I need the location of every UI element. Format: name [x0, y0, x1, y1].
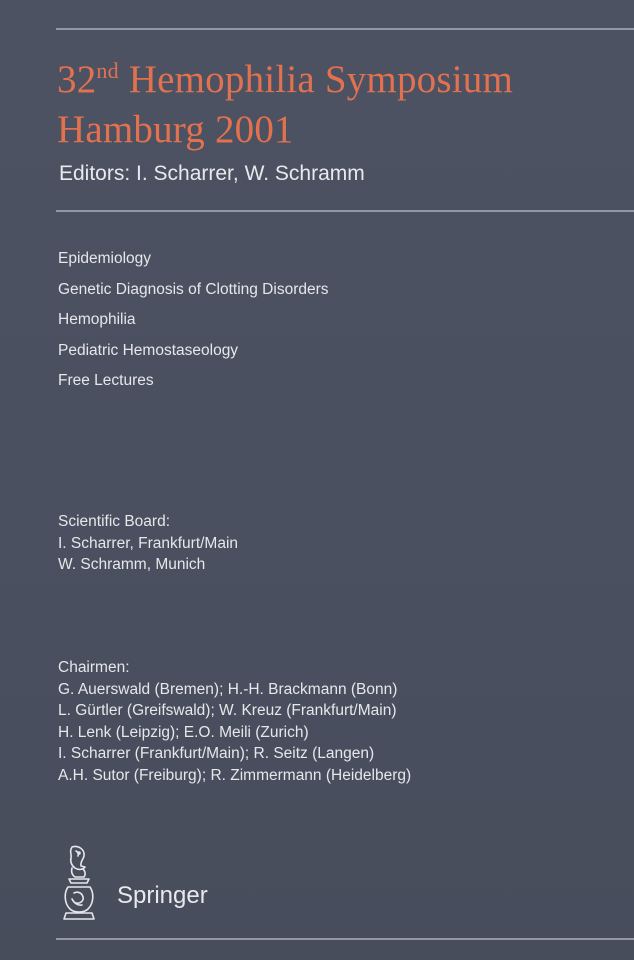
- topics-list: [58, 244, 329, 397]
- scientific-board-heading: Scientific Board:: [58, 513, 170, 530]
- scientific-board: [58, 511, 238, 576]
- chairmen-line: I. Scharrer (Frankfurt/Main); R. Seitz (Langen): [58, 745, 375, 762]
- chairmen-line: A.H. Sutor (Freiburg); R. Zimmermann (Heidelberg): [58, 766, 412, 784]
- chairmen-heading: Chairmen:: [58, 659, 130, 676]
- chairmen-line: H. Lenk (Leipzig); E.O. Meili (Zurich): [58, 723, 309, 741]
- title-ordinal-suffix: nd: [96, 58, 119, 83]
- title-line-1: Hemophilia Symposium: [118, 58, 514, 101]
- chairmen-line: G. Auerswald (Bremen); H.-H. Brackmann (Bonn): [58, 680, 398, 698]
- publisher-name: Springer: [117, 882, 208, 909]
- springer-logo-icon: [54, 843, 104, 923]
- title-line-2: Hamburg 2001: [57, 108, 294, 151]
- title-ordinal-number: 32: [57, 58, 97, 101]
- topic-item: Free Lectures: [58, 372, 154, 389]
- book-title: [57, 55, 513, 155]
- board-member: I. Scharrer, Frankfurt/Main: [58, 534, 239, 552]
- editors: Editors: I. Scharrer, W. Schramm: [59, 162, 365, 185]
- middle-rule: [56, 210, 634, 212]
- bottom-rule: [56, 938, 634, 940]
- board-member: W. Schramm, Munich: [58, 556, 206, 573]
- topic-item: Epidemiology: [58, 250, 152, 267]
- chairmen: [58, 657, 411, 786]
- topic-item: Genetic Diagnosis of Clotting Disorders: [58, 280, 329, 298]
- chairmen-line: L. Gürtler (Greifswald); W. Kreuz (Frankfurt/Main): [58, 702, 397, 719]
- topic-item: Hemophilia: [58, 311, 136, 328]
- top-rule: [56, 28, 634, 30]
- topic-item: Pediatric Hemostaseology: [58, 341, 239, 359]
